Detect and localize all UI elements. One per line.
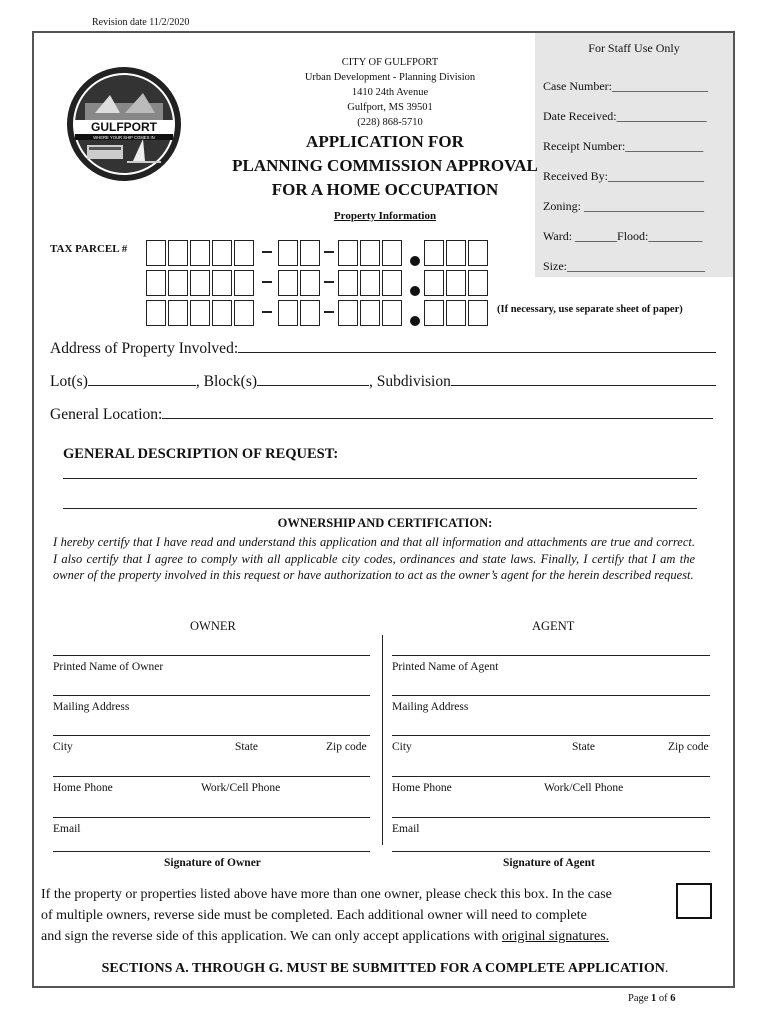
multiple-owners-text [41, 884, 612, 947]
agent-signature-line[interactable] [392, 851, 710, 852]
title-line-2: PLANNING COMMISSION APPROVAL [232, 156, 538, 175]
original-signatures-text: original signatures. [501, 929, 610, 944]
parcel-digit-box[interactable] [190, 300, 210, 326]
parcel-digit-box[interactable] [446, 300, 466, 326]
header-street: 1410 24th Avenue [351, 87, 429, 98]
size-field[interactable]: Size:_______________________ [543, 259, 705, 273]
parcel-digit-box[interactable] [300, 270, 320, 296]
owner-signature-label: Signature of Owner [164, 857, 261, 869]
agent-email-line[interactable] [392, 817, 710, 818]
agent-heading: AGENT [532, 619, 575, 633]
gulfport-seal-logo [65, 65, 183, 183]
parcel-dash [262, 251, 272, 253]
case-number-field[interactable]: Case Number:________________ [543, 79, 708, 93]
parcel-digit-box[interactable] [234, 240, 254, 266]
revision-date: Revision date 11/2/2020 [92, 17, 190, 28]
title-line-3: FOR A HOME OCCUPATION [271, 180, 499, 199]
parcel-dash [262, 281, 272, 283]
tax-parcel-label: TAX PARCEL # [50, 243, 128, 255]
owner-home-phone-label: Home Phone [53, 782, 113, 794]
request-line-2[interactable] [63, 508, 697, 509]
header-city-state: Gulfport, MS 39501 [347, 102, 433, 113]
parcel-dash [324, 251, 334, 253]
header-division: Urban Development - Planning Division [304, 72, 476, 83]
owner-city-line[interactable] [53, 735, 370, 736]
parcel-digit-box[interactable] [338, 300, 358, 326]
parcel-digit-box[interactable] [468, 270, 488, 296]
owner-mailing-line[interactable] [53, 695, 370, 696]
parcel-dot [410, 286, 420, 296]
multiple-owners-line-2: of multiple owners, reverse side must be completed. Each additional owner will need to complete [41, 908, 587, 923]
parcel-digit-box[interactable] [168, 300, 188, 326]
parcel-digit-box[interactable] [234, 300, 254, 326]
parcel-digit-box[interactable] [424, 300, 444, 326]
agent-mailing-label: Mailing Address [392, 701, 469, 713]
agent-state-label: State [572, 741, 595, 753]
owner-printed-name-label: Printed Name of Owner [53, 661, 164, 673]
svg-text:GULFPORT: GULFPORT [91, 120, 157, 134]
parcel-digit-box[interactable] [446, 270, 466, 296]
multiple-owners-line-3 [41, 926, 612, 947]
agent-zip-label: Zip code [668, 741, 709, 753]
owner-printed-name-line[interactable] [53, 655, 370, 656]
address-row [50, 340, 716, 358]
owner-work-phone-label: Work/Cell Phone [201, 782, 281, 794]
owner-email-label: Email [53, 823, 81, 835]
agent-printed-name-label: Printed Name of Agent [392, 661, 499, 673]
lot-block-row [50, 373, 716, 391]
address-label: Address of Property Involved: [50, 340, 239, 357]
parcel-dot [410, 316, 420, 326]
parcel-digit-box[interactable] [168, 240, 188, 266]
agent-mailing-line[interactable] [392, 695, 710, 696]
page-current: 1 [651, 993, 657, 1004]
page-total: 6 [670, 993, 676, 1004]
owner-email-line[interactable] [53, 817, 370, 818]
request-heading: GENERAL DESCRIPTION OF REQUEST: [63, 446, 339, 462]
staff-title: For Staff Use Only [588, 41, 680, 55]
parcel-digit-box[interactable] [212, 270, 232, 296]
agent-signature-label: Signature of Agent [503, 857, 595, 869]
multiple-owners-line-1: If the property or properties listed above have more than one owner, please check this box. In the case [41, 887, 612, 902]
parcel-digit-box[interactable] [382, 270, 402, 296]
owner-city-label: City [53, 741, 73, 753]
parcel-digit-box[interactable] [360, 240, 380, 266]
subdivision-input[interactable] [451, 373, 716, 386]
subdivision-label: , Subdivision [369, 373, 451, 390]
title-line-1: APPLICATION FOR [306, 132, 464, 151]
parcel-digit-box[interactable] [360, 270, 380, 296]
agent-work-phone-label: Work/Cell Phone [544, 782, 624, 794]
owner-heading: OWNER [190, 619, 236, 633]
agent-email-label: Email [392, 823, 420, 835]
parcel-digit-box[interactable] [168, 270, 188, 296]
agent-city-label: City [392, 741, 412, 753]
agent-phone-line[interactable] [392, 776, 710, 777]
parcel-digit-box[interactable] [382, 300, 402, 326]
parcel-digit-box[interactable] [446, 240, 466, 266]
parcel-digit-box[interactable] [212, 300, 232, 326]
header-city: CITY OF GULFPORT [341, 57, 439, 68]
received-by-field[interactable]: Received By:________________ [543, 169, 704, 183]
multiple-owners-checkbox[interactable] [676, 883, 712, 919]
parcel-digit-box[interactable] [468, 300, 488, 326]
parcel-digit-box[interactable] [212, 240, 232, 266]
page-title [180, 130, 590, 202]
parcel-digit-box[interactable] [190, 270, 210, 296]
certification-heading: OWNERSHIP AND CERTIFICATION: [277, 516, 493, 530]
agent-printed-name-line[interactable] [392, 655, 710, 656]
general-location-row [50, 406, 713, 424]
parcel-dash [324, 311, 334, 313]
parcel-digit-box[interactable] [338, 270, 358, 296]
parcel-dash [324, 281, 334, 283]
parcel-digit-box[interactable] [278, 270, 298, 296]
page-of: of [656, 993, 671, 1004]
ward-flood-field[interactable]: Ward: _______Flood:_________ [543, 229, 703, 243]
parcel-digit-box[interactable] [234, 270, 254, 296]
lot-input[interactable] [88, 373, 196, 386]
agent-city-line[interactable] [392, 735, 710, 736]
multiple-owners-line-3-text: and sign the reverse side of this application. We can only accept applications with [41, 929, 502, 944]
sections-note [0, 961, 770, 977]
receipt-number-field[interactable]: Receipt Number:_____________ [543, 139, 704, 153]
property-info-heading: Property Information [333, 210, 437, 222]
parcel-digit-box[interactable] [300, 300, 320, 326]
address-input[interactable] [238, 340, 716, 353]
request-line-1[interactable] [63, 478, 697, 479]
agent-home-phone-label: Home Phone [392, 782, 452, 794]
parcel-digit-box[interactable] [468, 240, 488, 266]
parcel-digit-box[interactable] [424, 240, 444, 266]
sections-note-period: . [664, 961, 669, 976]
zoning-field[interactable]: Zoning: ____________________ [543, 199, 704, 213]
owner-zip-label: Zip code [326, 741, 367, 753]
parcel-digit-box[interactable] [146, 240, 166, 266]
parcel-digit-box[interactable] [360, 300, 380, 326]
parcel-digit-box[interactable] [338, 240, 358, 266]
owner-signature-line[interactable] [53, 851, 370, 852]
header-phone: (228) 868-5710 [357, 117, 423, 128]
parcel-digit-box[interactable] [146, 300, 166, 326]
parcel-digit-box[interactable] [190, 240, 210, 266]
owner-phone-line[interactable] [53, 776, 370, 777]
column-divider [382, 635, 383, 845]
parcel-digit-box[interactable] [146, 270, 166, 296]
page-number [628, 993, 676, 1004]
block-label: , Block(s) [195, 373, 258, 390]
parcel-digit-box[interactable] [278, 240, 298, 266]
page-prefix: Page [628, 993, 652, 1004]
parcel-note: (If necessary, use separate sheet of paper) [497, 304, 683, 315]
owner-state-label: State [235, 741, 258, 753]
lot-label: Lot(s) [50, 373, 88, 390]
parcel-digit-box[interactable] [382, 240, 402, 266]
parcel-digit-box[interactable] [424, 270, 444, 296]
sections-note-text: SECTIONS A. THROUGH G. MUST BE SUBMITTED FOR A COMPLETE APPLICATION [101, 961, 665, 976]
owner-mailing-label: Mailing Address [53, 701, 130, 713]
parcel-digit-box[interactable] [278, 300, 298, 326]
date-received-field[interactable]: Date Received:_______________ [543, 109, 707, 123]
parcel-digit-box[interactable] [300, 240, 320, 266]
svg-text:WHERE YOUR SHIP COMES IN: WHERE YOUR SHIP COMES IN [93, 135, 155, 140]
block-input[interactable] [257, 373, 369, 386]
parcel-dash [262, 311, 272, 313]
city-header [240, 55, 540, 130]
parcel-dot [410, 256, 420, 266]
general-location-label: General Location: [50, 406, 163, 423]
certification-text: I hereby certify that I have read and understand this application and that all information and attachments are true and correct. I also certify that I agree to comply with all applicable city codes, ordinances and state laws. Finally, I certify that I am the owner of the property involved in this request or have authorization to act as the owner’s agent for the herein described request. [53, 535, 695, 582]
general-location-input[interactable] [162, 406, 713, 419]
